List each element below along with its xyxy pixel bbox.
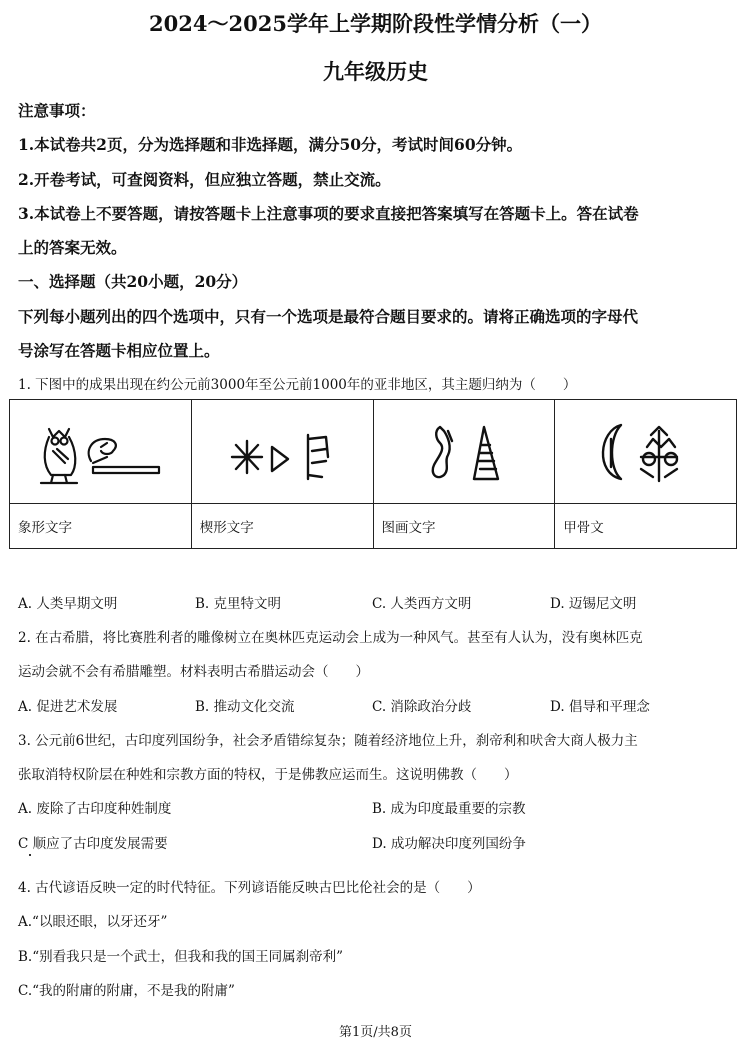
table-label: 图画文字 <box>373 504 555 549</box>
question-3-option-a[interactable]: A. 废除了古印度种姓制度 <box>18 801 172 817</box>
exam-subtitle: 九年级历史 <box>323 59 428 84</box>
section-instruction: 下列每小题列出的四个选项中，只有一个选项是最符合题目要求的。请将正确选项的字母代 <box>18 307 639 326</box>
writing-systems-table <box>9 399 737 549</box>
scan-speck <box>29 854 31 856</box>
question-2-option-c[interactable]: C. 消除政治分歧 <box>372 699 472 715</box>
question-2-stem: 2. 在古希腊，将比赛胜利者的雕像树立在奥林匹克运动会上成为一种风气。甚至有人认为，没有奥林匹克 <box>18 630 643 646</box>
notice-item: 3.本试卷上不要答题，请按答题卡上注意事项的要求直接把答案填写在答题卡上。答在试卷 <box>18 204 639 223</box>
question-3-option-c[interactable]: C 顺应了古印度发展需要 <box>18 836 168 852</box>
question-3-stem: 张取消特权阶层在种姓和宗教方面的特权，于是佛教应运而生。这说明佛教（ ） <box>18 767 518 783</box>
question-1-option-d[interactable]: D. 迈锡尼文明 <box>550 596 637 612</box>
question-4-option-b[interactable]: B.“别看我只是一个武士，但我和我的国王同属刹帝利” <box>18 949 344 965</box>
oracle-bone-image <box>581 417 711 487</box>
question-2-option-d[interactable]: D. 倡导和平理念 <box>550 699 650 715</box>
question-1-option-b[interactable]: B. 克里特文明 <box>195 596 282 612</box>
question-3-option-d[interactable]: D. 成功解决印度列国纷争 <box>372 836 526 852</box>
page-footer: 第1页/共8页 <box>339 1025 412 1040</box>
picture-script-image-cell <box>373 400 555 504</box>
question-2-option-b[interactable]: B. 推动文化交流 <box>195 699 295 715</box>
notice-heading: 注意事项： <box>18 101 96 120</box>
question-4-option-a[interactable]: A.“以眼还眼，以牙还牙” <box>18 914 168 930</box>
question-3-stem: 3. 公元前6世纪，古印度列国纷争，社会矛盾错综复杂；随着经济地位上升，刹帝利和吠舍大商人极力主 <box>18 733 638 749</box>
question-3-option-b[interactable]: B. 成为印度最重要的宗教 <box>372 801 526 817</box>
exam-title: 2024～2025学年上学期阶段性学情分析（一） <box>149 11 602 36</box>
table-label: 象形文字 <box>10 504 192 549</box>
question-4-option-c[interactable]: C.“我的附庸的附庸，不是我的附庸” <box>18 983 235 999</box>
question-2-option-a[interactable]: A. 促进艺术发展 <box>18 699 118 715</box>
notice-item: 上的答案无效。 <box>18 238 127 257</box>
table-label: 甲骨文 <box>555 504 737 549</box>
question-1-option-c[interactable]: C. 人类西方文明 <box>372 596 472 612</box>
question-2-stem: 运动会就不会有希腊雕塑。材料表明古希腊运动会（ ） <box>18 664 369 680</box>
cuneiform-image <box>222 417 342 487</box>
notice-item: 1.本试卷共2页，分为选择题和非选择题，满分50分，考试时间60分钟。 <box>18 135 523 154</box>
question-1-stem: 1. 下图中的成果出现在约公元前3000年至公元前1000年的亚非地区，其主题归纳为（ ） <box>18 377 577 393</box>
notice-item: 2.开卷考试，可查阅资料，但应独立答题，禁止交流。 <box>18 170 391 189</box>
section-instruction: 号涂写在答题卡相应位置上。 <box>18 341 220 360</box>
picture-script-image <box>414 417 514 487</box>
cuneiform-image-cell <box>191 400 373 504</box>
question-4-stem: 4. 古代谚语反映一定的时代特征。下列谚语能反映古巴比伦社会的是（ ） <box>18 880 481 896</box>
table-label: 楔形文字 <box>191 504 373 549</box>
section-heading: 一、选择题（共20小题，20分） <box>18 272 248 291</box>
hieroglyph-image-cell <box>10 400 192 504</box>
question-1-option-a[interactable]: A. 人类早期文明 <box>18 596 118 612</box>
hieroglyph-image <box>35 417 165 487</box>
oracle-bone-image-cell <box>555 400 737 504</box>
